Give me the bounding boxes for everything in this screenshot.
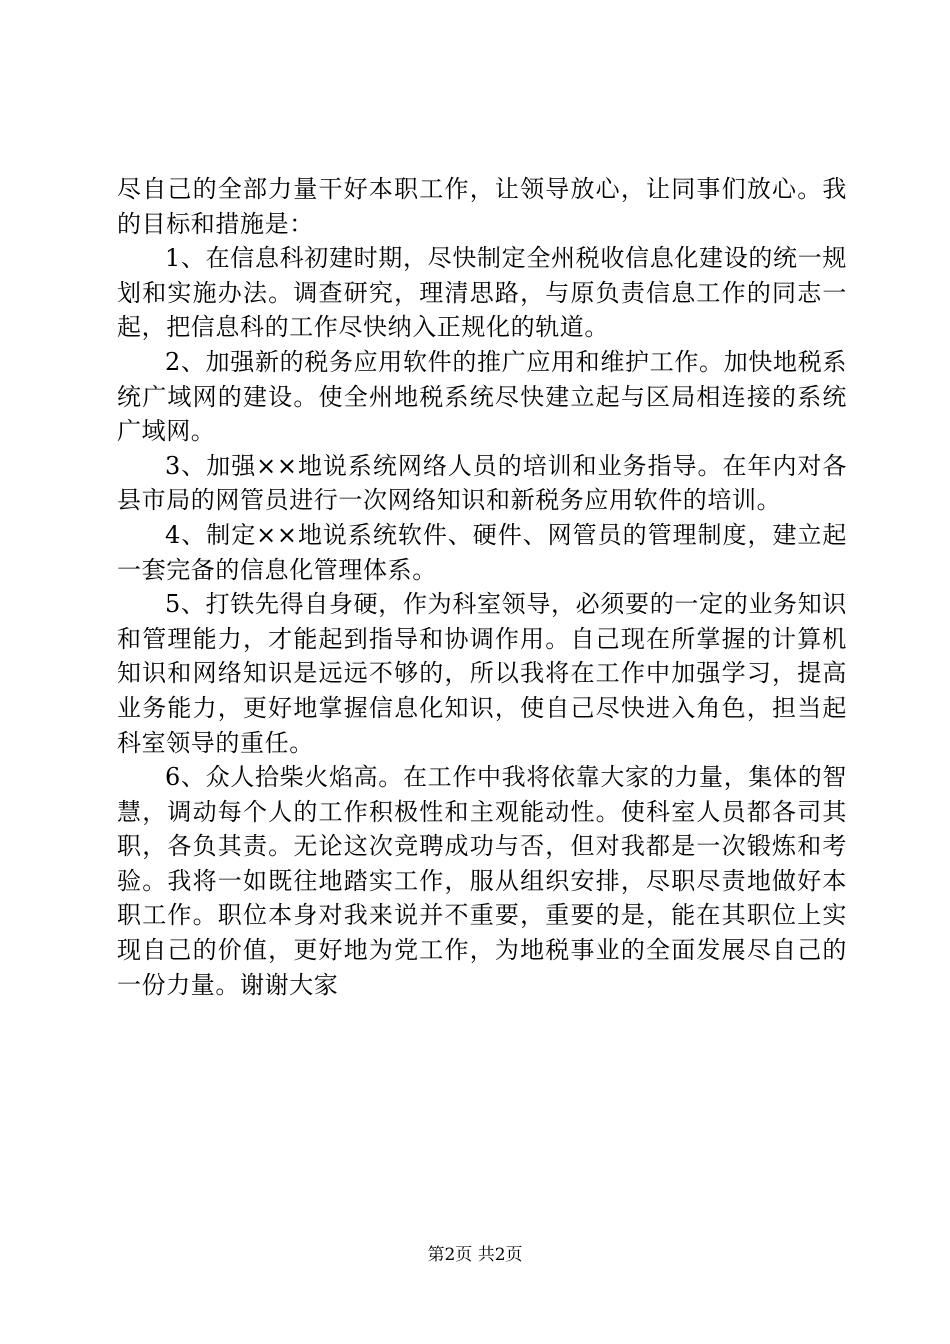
paragraph-intro: 尽自己的全部力量干好本职工作，让领导放心，让同事们放心。我的目标和措施是： bbox=[117, 175, 847, 238]
paragraph-item-3: 3、加强××地说系统网络人员的培训和业务指导。在年内对各县市局的网管员进行一次网络知识和新税务应用软件的培训。 bbox=[117, 451, 847, 515]
page-number-label: 第2页 共2页 bbox=[427, 1245, 523, 1265]
paragraph-item-5: 5、打铁先得自身硬，作为科室领导，必须要的一定的业务知识和管理能力，才能起到指导和协调作用。自己现在所掌握的计算机知识和网络知识是远远不够的，所以我将在工作中加强学习，提高业务能力，更好地掌握信息化知识，使自己尽快进入角色，担当起科室领导的重任。 bbox=[117, 590, 847, 757]
paragraph-item-6: 6、众人拾柴火焰高。在工作中我将依靠大家的力量，集体的智慧，调动每个人的工作积极性和主观能动性。使科室人员都各司其职，各负其责。无论这次竞聘成功与否，但对我都是一次锻炼和考验。我将一如既往地踏实工作，服从组织安排，尽职尽责地做好本职工作。职位本身对我来说并不重要，重要的是，能在其职位上实现自己的价值，更好地为党工作，为地税事业的全面发展尽自己的一份力量。谢谢大家 bbox=[117, 763, 847, 999]
paragraph-item-4: 4、制定××地说系统软件、硬件、网管员的管理制度，建立起一套完备的信息化管理体系。 bbox=[117, 520, 847, 584]
paragraph-item-2: 2、加强新的税务应用软件的推广应用和维护工作。加快地税系统广域网的建设。使全州地税系统尽快建立起与区局相连接的系统广域网。 bbox=[117, 347, 847, 446]
page-footer bbox=[0, 1244, 950, 1266]
document-body bbox=[117, 172, 847, 1002]
paragraph-item-1: 1、在信息科初建时期，尽快制定全州税收信息化建设的统一规划和实施办法。调查研究，理清思路，与原负责信息工作的同志一起，把信息科的工作尽快纳入正规化的轨道。 bbox=[117, 244, 847, 342]
